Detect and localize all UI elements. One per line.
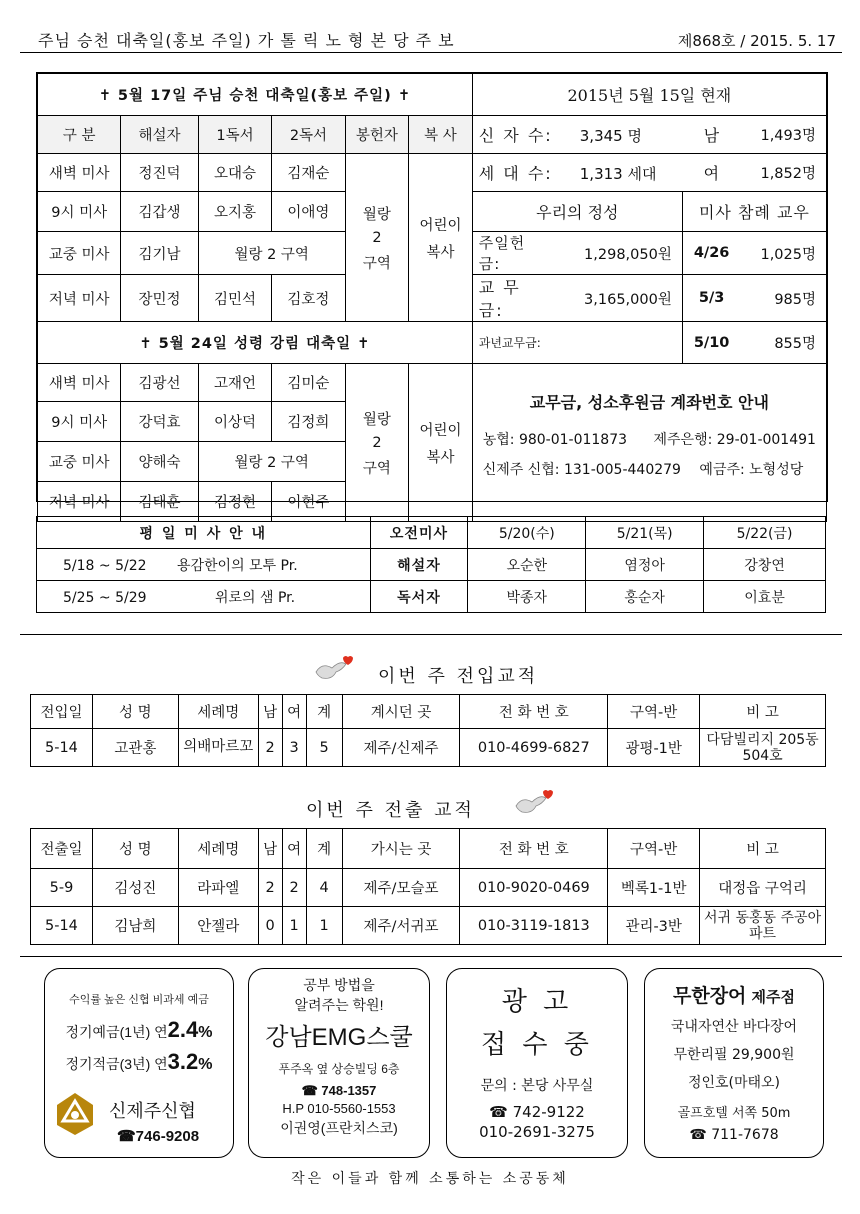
mass-label: 새벽 미사 <box>38 364 121 402</box>
deposit-label: 정기예금(1년) 연 <box>65 1024 168 1040</box>
dove-heart-icon <box>312 652 356 684</box>
reader2: 이현주 <box>272 482 345 522</box>
commentator: 김기남 <box>121 232 198 275</box>
moveout-total: 4 <box>306 869 342 907</box>
weekday-period-row <box>37 549 371 581</box>
col-header: 여 <box>282 829 306 869</box>
ad-wanted-line1: 광 고 <box>501 987 573 1017</box>
col-header: 계 <box>306 829 342 869</box>
movein-title: 이번 주 전입교적 <box>378 666 539 687</box>
weekday-intention: 위로의 샘 Pr. <box>214 589 296 606</box>
ad-academy-name: 강남EMG스쿨 <box>265 1024 413 1051</box>
header-divider <box>20 52 842 53</box>
mass-label: 교중 미사 <box>38 442 121 482</box>
account-line <box>483 459 816 479</box>
col-header: 남 <box>258 695 282 729</box>
commentator: 양해숙 <box>121 442 198 482</box>
server-line: 복사 <box>426 244 455 261</box>
weekday-role: 해설자 <box>370 549 468 581</box>
believers-value: 3,345 명 <box>579 127 642 145</box>
account-holder: 예금주: 노형성당 <box>699 462 804 478</box>
ad-eel-branch: 제주점 <box>751 988 795 1006</box>
ad-shinhyup-name: 신제주신협 <box>109 1101 196 1121</box>
weekday-mass-table <box>36 516 826 613</box>
moveout-total: 1 <box>306 907 342 945</box>
attendance-date: 5/3 <box>682 275 740 322</box>
ad-academy-line2: 알려주는 학원! <box>294 997 384 1013</box>
reader1: 오지홍 <box>198 192 271 232</box>
male-value: 1,493명 <box>740 116 826 154</box>
movein-place: 제주/신제주 <box>342 729 460 767</box>
ad-shinhyup-deposit <box>45 1017 233 1043</box>
table-row <box>31 869 826 907</box>
moveout-zone: 관리-3반 <box>608 907 700 945</box>
table-row <box>31 907 826 945</box>
moveout-name: 김남희 <box>92 907 178 945</box>
issue-number: 제868호 / 2015. 5. 17 <box>677 32 836 50</box>
moveout-zone: 벡록1-1반 <box>608 869 700 907</box>
weekday-name: 염정아 <box>586 549 704 581</box>
moveout-note: 대정읍 구억리 <box>700 869 826 907</box>
ad-eel-name: 무한장어 <box>673 985 747 1007</box>
reader1: 오대승 <box>198 154 271 192</box>
ad-eel-line1: 국내자연산 바다장어 <box>670 1019 798 1035</box>
movein-phone: 010-4699-6827 <box>460 729 608 767</box>
attendance-count: 1,025명 <box>740 232 826 275</box>
ad-academy-tel: ☎ 748-1357 <box>301 1083 377 1098</box>
col-header: 전입일 <box>31 695 93 729</box>
col-header: 구역-반 <box>608 829 700 869</box>
ad-academy-address: 푸주옥 옆 상승빌딩 6층 <box>278 1062 400 1076</box>
savings-rate: 3.2 <box>167 1049 199 1074</box>
col-header: 2독서 <box>272 116 345 154</box>
mass-label: 새벽 미사 <box>38 154 121 192</box>
schedule2-title: ✝ 5월 24일 성령 강림 대축일 ✝ <box>38 322 473 364</box>
col-header: 전 화 번 호 <box>460 695 608 729</box>
moveout-baptism: 안젤라 <box>178 907 258 945</box>
attendance-date: 4/26 <box>682 232 740 275</box>
deposit-rate: 2.4 <box>167 1017 199 1042</box>
believers-stat <box>472 116 682 154</box>
moveout-title: 이번 주 전출 교적 <box>306 800 475 821</box>
commentator: 정진덕 <box>121 154 198 192</box>
col-header: 전 화 번 호 <box>460 829 608 869</box>
movein-name: 고관홍 <box>92 729 178 767</box>
moveout-male: 2 <box>258 869 282 907</box>
mass-label: 교중 미사 <box>38 232 121 275</box>
ad-shinhyup-phone: ☎746-9208 <box>117 1128 200 1145</box>
past-dues-label: 과년교무금: <box>472 322 682 364</box>
reader2: 이애영 <box>272 192 345 232</box>
ad-shinhyup-savings <box>45 1049 233 1075</box>
reader1: 김민석 <box>198 275 271 322</box>
section-divider <box>20 634 842 635</box>
attendance-count: 985명 <box>740 275 826 322</box>
weekday-title: 평 일 미 사 안 내 <box>37 517 371 549</box>
deposit-pct: % <box>198 1024 213 1041</box>
offering-group <box>345 364 409 522</box>
account-jeju-bank: 제주은행: 29-01-001491 <box>653 432 816 448</box>
commentator: 김갑생 <box>121 192 198 232</box>
movein-table <box>30 694 826 767</box>
attendance-date: 5/10 <box>682 322 740 364</box>
moveout-baptism: 라파엘 <box>178 869 258 907</box>
server-line: 복사 <box>426 449 455 466</box>
movein-male: 2 <box>258 729 282 767</box>
reader2: 김재순 <box>272 154 345 192</box>
account-title: 교무금, 성소후원금 계좌번호 안내 <box>529 393 769 412</box>
movein-female: 3 <box>282 729 306 767</box>
mass-label: 저녁 미사 <box>38 275 121 322</box>
offering-line: 월랑 <box>362 411 391 428</box>
moveout-place: 제주/모슬포 <box>342 869 460 907</box>
households-label: 세 대 수: <box>478 164 553 183</box>
weekday-intention: 용감한이의 모투 Pr. <box>176 557 298 574</box>
server-group <box>409 364 473 522</box>
ad-shinhyup <box>44 968 234 1158</box>
col-header: 복 사 <box>409 116 473 154</box>
male-label: 남 <box>682 116 740 154</box>
col-header: 비 고 <box>700 829 826 869</box>
moveout-phone: 010-9020-0469 <box>460 869 608 907</box>
shinhyup-logo-icon <box>53 1091 97 1137</box>
moveout-date: 5-14 <box>31 907 93 945</box>
col-header: 비 고 <box>700 695 826 729</box>
account-nh: 농협: 980-01-011873 <box>482 432 628 448</box>
movein-baptism: 의배마르꼬 <box>178 729 258 767</box>
commentator: 강덕효 <box>121 402 198 442</box>
ad-eel-line3: 정인호(마태오) <box>687 1075 781 1091</box>
believers-label: 신 자 수: <box>478 126 553 145</box>
offering-line: 월랑 <box>362 206 391 223</box>
mass-label: 9시 미사 <box>38 402 121 442</box>
section-divider <box>20 956 842 957</box>
commentator: 장민정 <box>121 275 198 322</box>
reader1: 김정현 <box>198 482 271 522</box>
weekday-role: 독서자 <box>370 581 468 613</box>
moveout-date: 5-9 <box>31 869 93 907</box>
ad-eel-line4: 골프호텔 서쪽 50m <box>677 1106 791 1121</box>
ad-academy-hp: H.P 010-5560-1553 <box>282 1101 396 1116</box>
table-row <box>31 729 826 767</box>
weekday-day: 5/22(금) <box>704 517 826 549</box>
moveout-note: 서귀 동홍동 주공아파트 <box>700 907 826 945</box>
col-header: 여 <box>282 695 306 729</box>
col-header: 전출일 <box>31 829 93 869</box>
weekday-name: 강창연 <box>704 549 826 581</box>
reader2: 김호정 <box>272 275 345 322</box>
ad-academy-line1: 공부 방법을 <box>303 977 375 993</box>
weekday-period: 5/18 ~ 5/22 <box>63 557 147 574</box>
moveout-female: 1 <box>282 907 306 945</box>
morning-mass-label: 오전미사 <box>370 517 468 549</box>
weekday-day: 5/20(수) <box>468 517 586 549</box>
footer-slogan: 작은 이들과 함께 소통하는 소공동체 <box>291 1171 569 1187</box>
weekday-day: 5/21(목) <box>586 517 704 549</box>
ad-wanted-line2: 접 수 중 <box>481 1030 593 1060</box>
ad-eel-line2: 무한리필 29,900원 <box>673 1047 795 1063</box>
moveout-male: 0 <box>258 907 282 945</box>
offering-title: 우리의 정성 <box>472 192 682 232</box>
ad-wanted-phone: 010-2691-3275 <box>479 1123 595 1141</box>
col-header: 봉헌자 <box>345 116 409 154</box>
offering-line: 2 <box>372 434 382 451</box>
reader1: 고재언 <box>198 364 271 402</box>
sunday-offering-label: 주일헌금: <box>472 232 530 275</box>
offering-group <box>345 154 409 322</box>
col-header: 성 명 <box>92 695 178 729</box>
dues-value: 3,165,000원 <box>530 275 682 322</box>
offering-line: 2 <box>372 229 382 246</box>
weekday-period-row <box>37 581 371 613</box>
server-line: 어린이 <box>419 217 462 234</box>
moveout-place: 제주/서귀포 <box>342 907 460 945</box>
sunday-offering-value: 1,298,050원 <box>530 232 682 275</box>
movein-total: 5 <box>306 729 342 767</box>
ad-shinhyup-tagline: 수익률 높은 신협 비과세 예금 <box>69 994 209 1006</box>
commentator: 김광선 <box>121 364 198 402</box>
moveout-table <box>30 828 826 945</box>
col-header: 가시는 곳 <box>342 829 460 869</box>
weekday-period: 5/25 ~ 5/29 <box>63 589 147 606</box>
female-label: 여 <box>682 154 740 192</box>
col-header: 구역-반 <box>608 695 700 729</box>
account-info <box>472 364 826 522</box>
households-value: 1,313 세대 <box>579 165 657 183</box>
readers-merged: 월랑 2 구역 <box>198 442 345 482</box>
col-header: 남 <box>258 829 282 869</box>
bulletin-title: 주님 승천 대축일(홍보 주일) 가 톨 릭 노 형 본 당 주 보 <box>38 31 455 50</box>
col-header: 계 <box>306 695 342 729</box>
account-shinhyup: 신제주 신협: 131-005-440279 <box>482 462 681 478</box>
offering-line: 구역 <box>362 460 391 477</box>
col-header: 구 분 <box>38 116 121 154</box>
ad-wanted-contact: 문의 : 본당 사무실 <box>480 1078 594 1094</box>
col-header: 해설자 <box>121 116 198 154</box>
server-line: 어린이 <box>419 422 462 439</box>
movein-date: 5-14 <box>31 729 93 767</box>
reader1: 이상덕 <box>198 402 271 442</box>
dove-heart-icon <box>512 786 556 818</box>
mass-label: 저녁 미사 <box>38 482 121 522</box>
moveout-name: 김성진 <box>92 869 178 907</box>
reader2: 김정희 <box>272 402 345 442</box>
weekday-name: 이효분 <box>704 581 826 613</box>
commentator: 김태훈 <box>121 482 198 522</box>
weekday-name: 박종자 <box>468 581 586 613</box>
col-header: 세례명 <box>178 695 258 729</box>
savings-label: 정기적금(3년) 연 <box>65 1056 168 1072</box>
server-group <box>409 154 473 322</box>
reader2: 김미순 <box>272 364 345 402</box>
col-header: 세례명 <box>178 829 258 869</box>
movein-note: 다담빌리지 205동 504호 <box>700 729 826 767</box>
moveout-phone: 010-3119-1813 <box>460 907 608 945</box>
col-header: 계시던 곳 <box>342 695 460 729</box>
ad-eel-tel: ☎ 711-7678 <box>689 1127 779 1143</box>
col-header: 1독서 <box>198 116 271 154</box>
mass-label: 9시 미사 <box>38 192 121 232</box>
ad-wanted <box>446 968 628 1158</box>
moveout-female: 2 <box>282 869 306 907</box>
ad-academy-owner: 이권영(프란치스코) <box>280 1120 398 1136</box>
weekday-name: 홍순자 <box>586 581 704 613</box>
schedule1-title: ✝ 5월 17일 주님 승천 대축일(홍보 주일) ✝ <box>38 74 473 116</box>
weekday-name: 오순한 <box>468 549 586 581</box>
ad-eel-header <box>645 981 823 1008</box>
attendance-title: 미사 참례 교우 <box>682 192 826 232</box>
col-header: 성 명 <box>92 829 178 869</box>
stats-date: 2015년 5월 15일 현재 <box>472 74 826 116</box>
readers-merged: 월랑 2 구역 <box>198 232 345 275</box>
movein-zone: 광평-1반 <box>608 729 700 767</box>
account-line <box>483 429 816 449</box>
savings-pct: % <box>198 1056 213 1073</box>
ad-eel <box>644 968 824 1158</box>
female-value: 1,852명 <box>740 154 826 192</box>
households-stat <box>472 154 682 192</box>
ad-academy <box>248 968 430 1158</box>
mass-schedule-panel <box>36 72 828 511</box>
attendance-count: 855명 <box>740 322 826 364</box>
offering-line: 구역 <box>362 255 391 272</box>
dues-label: 교 무 금: <box>472 275 530 322</box>
ad-wanted-tel: ☎ 742-9122 <box>489 1103 585 1121</box>
